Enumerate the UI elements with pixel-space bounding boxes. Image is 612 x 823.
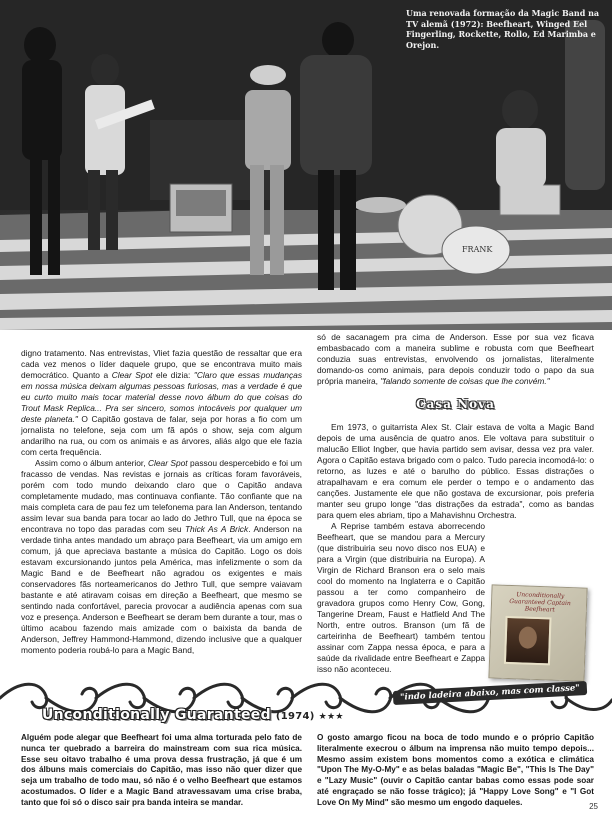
article-paragraph: só de sacanagem pra cima de Anderson. Esse por sua vez ficava embasbacado com a maneira sublime e robusta com que Beefheart conduzia suas entrevistas, envolvendo os jornalistas, literalmente domando-os como animais, para depois conduzir todo o papo da sua própria maneira, "falando somente de coisas que lhe convém." xyxy=(317,332,594,386)
section-heading: Casa Nova xyxy=(416,397,495,411)
review-album-title: Unconditionally Guaranteed xyxy=(42,707,271,723)
article-paragraph: Em 1973, o guitarrista Alex St. Clair estava de volta a Magic Band depois de uma ausência de quatro anos. Ele voltava para substituir o malucão Elliot Ingber, que havia partido sem avisar, dessa vez pra valer. Agora o Capitão estava brigado com o palco. Tudo parecia incomodá-lo: o retorno, as luzes e até o barulho do público. Essas distrações o atrapalhavam e era comum ele perder o tempo e o andamento das canções. Justamente ele que não gostava de excursionar, pois preferia manter seu grupo longe "das distrações da estrada", como as bandas para quem eles abriam, tipo a Mahavishnu Orchestra. xyxy=(317,422,594,520)
photo-caption: Uma renovada formação da Magic Band na TV alemã (1972): Beefheart, Winged Eel Fingerling, Rockette, Rollo, Ed Marimba e Orejon. xyxy=(406,8,600,50)
review-left-column: Alguém pode alegar que Beefheart foi uma alma torturada pelo fato de nunca ter quebrado a barreira do mainstream com sua rica música. Esse seu oitavo trabalho é uma prova dessa frustração, já que é um dos álbuns mais comerciais do Capitão, mas isso não quer dizer que seja um trabalho de todo mau, só não é o velho Beefheart que estamos acostumados. O líder e a Magic Band atravessavam uma crise braba, tanto que foi só o disco sair pra banda inteira se mandar. xyxy=(21,733,302,807)
article-paragraph: digno tratamento. Nas entrevistas, Vliet fazia questão de ressaltar que era cada vez menos o líder daquele grupo, que se encontrava muito mais democrático. Quanto a Clear Spot ele dizia: "Claro que essas mudanças em nossa música deixam algumas pessoas furiosas, mas a verdade é que eu curto muito mais tocar material desse novo álbum do que coisas do Trout Mask Replica... Pra ser sincero, somos intocáveis por qualquer um deste planeta." O Capitão gostava de falar, seja por horas a fio com um jornalista no telefone, seja com um fã após o show, seja com algum andarilho na rua, ou com os animais e as árvores, aliás algo que ele fazia com certa frequência. xyxy=(21,348,303,457)
album-cover-portrait xyxy=(504,616,552,666)
review-rating-stars: ★★★ xyxy=(318,712,344,722)
pull-quote-tag: "indo ladeira abaixo, mas com classe" xyxy=(393,681,587,705)
band-photo xyxy=(0,0,612,330)
review-heading xyxy=(42,707,344,725)
article-paragraph: A Reprise também estava aborrecendo Beefheart, que se mandou para a Mercury (que distribuiria seu novo disco nos EUA) e para a Virgin (que distribuiria na Europa). A Virgin de Richard Branson era o selo mais cool do momento na Inglaterra e o Capitão passou a ter como companheiro de gravadora grupos como Henry Cow, Gong, Tangerine Dream, Faust e Hatfield And The North, entre outros. Branson (um fã de carteirinha de Beefheart) também tentou assinar com Zappa nessa época, e para a saúde da rivalidade entre Beefheart e Zappa isso não aconteceu. xyxy=(317,521,485,674)
article-paragraph: Assim como o álbum anterior, Clear Spot passou despercebido e foi um fracasso de vendas. Nas revistas e jornais as críticas foram favoráveis, porém com todo mundo deixando claro que o Capitão andava completamente mudado, mas continuava confiante. Tão confiante que na mais completa cara de pau fez um telefonema para Ian Anderson, tentando assim levar sua banda para tocar ao lado do Jethro Tull, que na época se encontrava no topo das paradas com seu Thick As A Brick. Anderson na verdade tinha antes mandado um abraço para Beefheart, via um amigo em comum, já que apreciava bastante a música do Capitão. Logo os dois estavam excursionando juntos pela América, mas infelizmente o som da Magic Band e de Beefheart não agradou os exigentes e mais conservadores fãs norteamericanos do Jethro Tull, que sempre vaiavam bastante e até atiravam coisas em direção a Beefheart, que mesmo se sentindo nada confortável, parecia provocar a audiência apenas com sua voz e presença. Anderson e Beefheart se deram bem durante a tour, mas o último acabou fazendo mais amizade com o baixista da banda de Anderson, Jeffrey Hammond-Hammond, dizendo inclusive que a qualquer momento poderia roubá-lo para a Magic Band, xyxy=(21,458,303,655)
album-cover-title: Unconditionally Guaranteed Captain Beefheart xyxy=(509,591,571,614)
review-year: (1974) xyxy=(275,711,315,722)
review-right-column: O gosto amargo ficou na boca de todo mundo e o próprio Capitão literalmente execrou o álbum na imprensa não muito tempo depois... Mesmo assim existem bons momentos como a exótica e climática "Upon The My-O-My" e as belas baladas "Magic Be", "This Is The Day" e "Lazy Music" (ouvir o Capitão cantar babas como essas pode soar até engraçado se não fosse trágico); já "Happy Love Song" e "I Got Love On My Mind" são mesmo um engodo daqueles. xyxy=(317,733,594,807)
album-cover xyxy=(488,584,587,681)
page-number: 25 xyxy=(589,802,598,811)
article-left-column xyxy=(21,348,302,656)
svg-text:FRANK: FRANK xyxy=(462,245,493,254)
